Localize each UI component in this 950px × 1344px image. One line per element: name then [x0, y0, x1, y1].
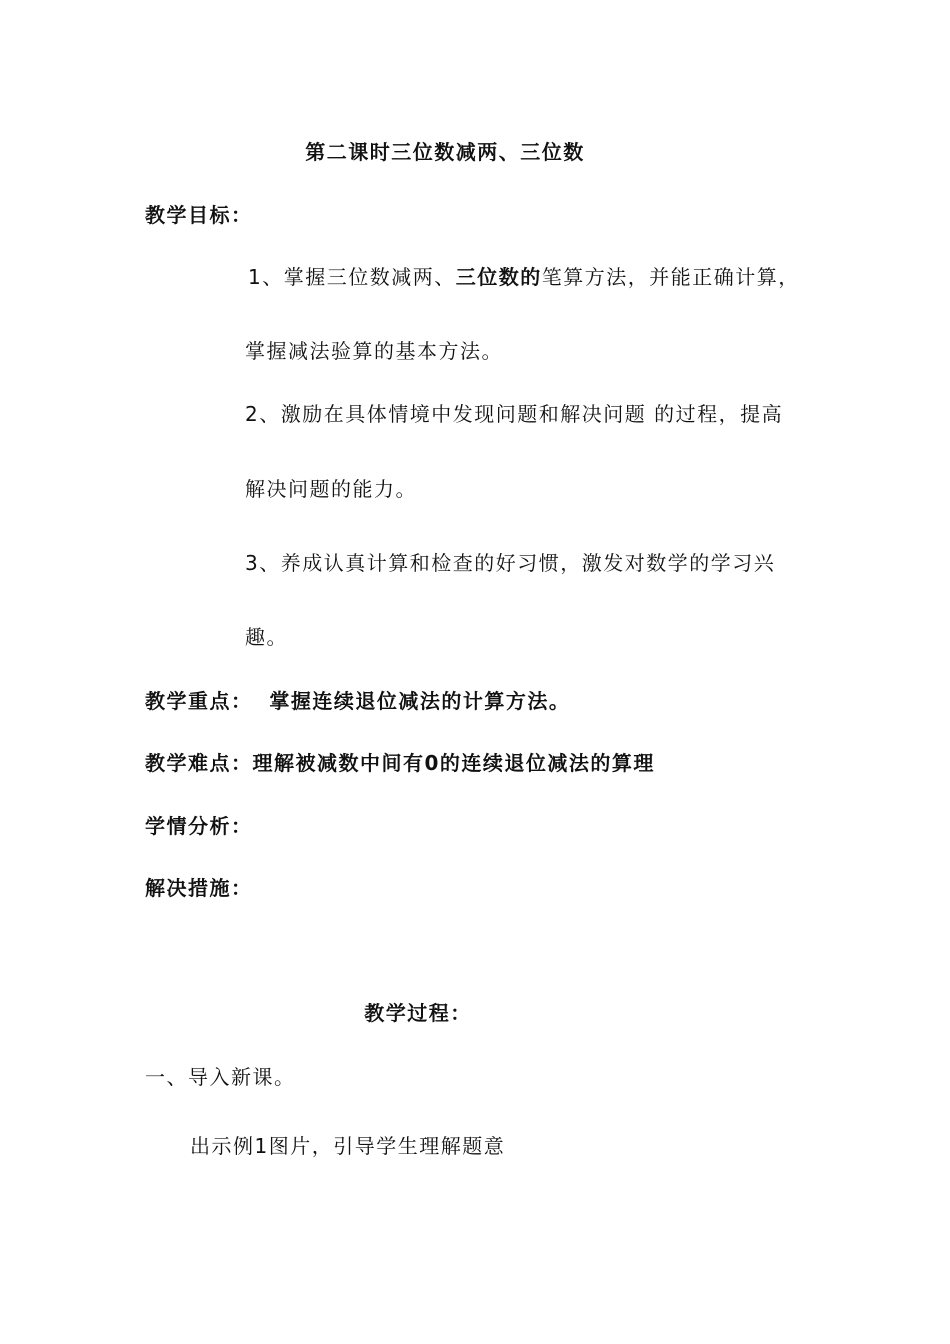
analysis-label: 学情分析：: [145, 814, 253, 838]
difficulty: 教学难点：理解被减数中间有0的连续退位减法的算理: [145, 751, 655, 775]
objective-1-suffix: 笔算方法，并能正确计算，: [541, 265, 800, 289]
objective-1-line-2: 掌握减法验算的基本方法。: [245, 339, 503, 363]
objective-1-line-1: [248, 264, 800, 290]
objective-3-line-2: 趣。: [245, 625, 288, 649]
objective-2-line-2: 解决问题的能力。: [245, 477, 417, 501]
objective-1-prefix: 1、掌握三位数减两、: [248, 265, 456, 289]
objective-2-line-1: 2、激励在具体情境中发现问题和解决问题 的过程，提高: [245, 402, 784, 426]
section-1-text: 出示例1图片，引导学生理解题意: [190, 1134, 506, 1158]
document-title: 第二课时三位数减两、三位数: [305, 140, 585, 164]
section-1-title: 一、导入新课。: [145, 1065, 296, 1089]
objective-3-line-1: 3、养成认真计算和检查的好习惯，激发对数学的学习兴: [245, 551, 776, 575]
process-heading: 教学过程：: [364, 1001, 472, 1025]
objectives-heading: 教学目标：: [145, 203, 253, 227]
measures-label: 解决措施：: [145, 876, 253, 900]
key-point: 教学重点： 掌握连续退位减法的计算方法。: [145, 689, 571, 713]
objective-1-bold-text: 三位数的: [455, 265, 542, 289]
